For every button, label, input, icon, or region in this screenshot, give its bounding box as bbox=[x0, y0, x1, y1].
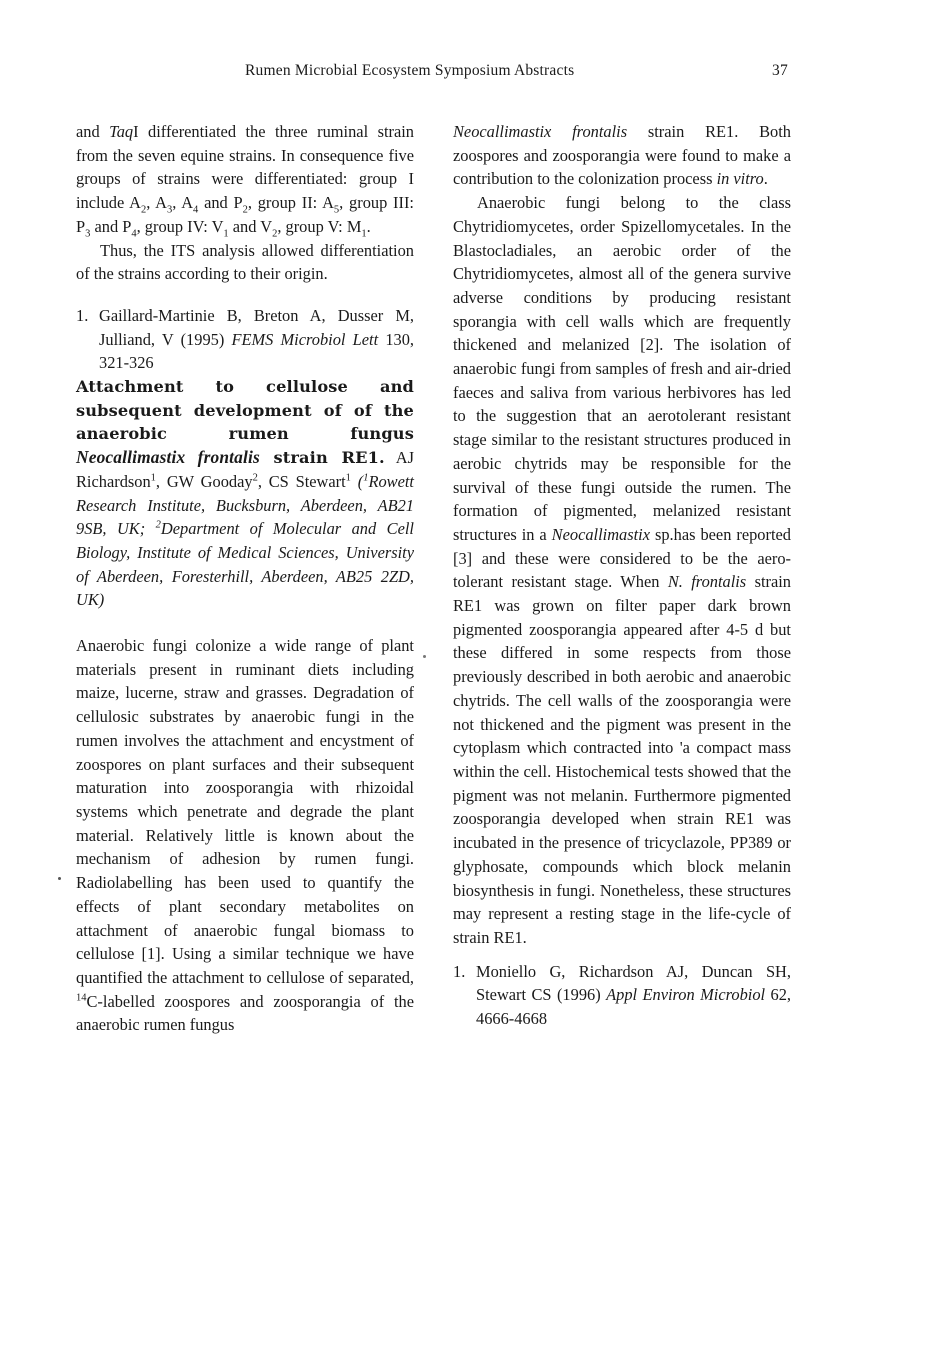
margin-mark bbox=[423, 655, 426, 658]
right-column bbox=[453, 120, 791, 1031]
body-paragraph: Anaerobic fungi belong to the class Chytridiomycetes, order Spizellomycetales. In the Blastocladiales, an aerobic order of the Chytridiomycetes, almost all of the genera survive adverse conditions by producing resistant sporangia with cell walls which are frequently thickened and melanized [2]. The isolation of anaerobic fungi from samples of fresh and air-dried faeces and saliva from various herbivores has led to the suggestion that an aerotolerant resistant stage similar to the resistant structures produced in aerobic chytrids may be responsible for the survival of these fungi outside the rumen. The formation of pigmented, melanized resistant structures in a Neocallimastix sp.has been reported [3] and these were considered to be the aero-tolerant resistant stage. When N. frontalis strain RE1 was grown on filter paper dark brown pigmented zoosporangia appeared after 4-5 d but these differed in some respects from those previously described in both aerobic and anaerobic chytrids. The cell walls of the zoosporangia were not thickened and the pigment was present in the cytoplasm which contracted into 'a compact mass within the cell. Histochemical tests showed that the pigment was not melanin. Furthermore pigmented zoosporangia developed when strain RE1 was incubated in the presence of tricyclazole, PP389 or glyphosate, compounds which block melanin biosynthesis in fungi. Nonetheless, these structures may represent a resting stage in the life-cycle of strain RE1. bbox=[453, 193, 791, 947]
reference-item: 1. Gaillard-Martinie B, Breton A, Dusser M, Julliand, V (1995) FEMS Microbiol Lett 130, 321-326 bbox=[76, 305, 414, 373]
running-header bbox=[0, 62, 930, 86]
abstract-body-paragraph: Anaerobic fungi colonize a wide range of plant materials present in ruminant diets including maize, lucerne, straw and grasses. Degradation of cellulosic substrates by anaerobic fungi in the rumen involves the attachment and encystment of zoospores on plant surfaces and their subsequent maturation into zoosporangia with rhizoidal systems which penetrate and degrade the plant material. Relatively little is known about the mechanism of adhesion by rumen fungi. Radiolabelling has been used to quantify the effects of plant secondary metabolites on attachment of anaerobic fungal biomass to cellulose [1]. Using a similar technique we have quantified the attachment to cellulose of separated, $^{14}$C-labelled zoospores and zoosporangia of the anaerobic rumen fungus bbox=[76, 636, 414, 1035]
continued-paragraph: Neocallimastix frontalis strain RE1. Both zoospores and zoosporangia were found to make a contribution to the colonization process in vitro. bbox=[453, 122, 791, 189]
running-title: Rumen Microbial Ecosystem Symposium Abstracts bbox=[245, 62, 575, 79]
continued-paragraph: and TaqI differentiated the three ruminal strain from the seven equine strains. In consequence five groups of strains were differentiated: group I include $A_2$, $A_3$, $A_4$ and $P_2$, group II: $A_5$, group III: $P_3$ and $P_4$, group IV: $V_1$ and $V_2$, group V: $M_1$. bbox=[76, 122, 415, 240]
abstract-affiliations: ($^1$Rowett Research Institute, Bucksburn, Aberdeen, AB21 9SB, UK; $^2$Department of Molecular and Cell Biology, Institute of Medical Sciences, University of Aberdeen, Foresterhill, Aberdeen, AB25 2ZD, UK) bbox=[76, 471, 414, 610]
reference-list bbox=[453, 960, 791, 1031]
abstract-title: Attachment to cellulose and subsequent development of of the anaerobic rumen fungus Neocallimastix frontalis strain RE1. bbox=[76, 377, 414, 468]
abstract-heading bbox=[76, 375, 414, 612]
conclusion-paragraph: Thus, the ITS analysis allowed differentiation of the strains according to their origin. bbox=[76, 240, 414, 284]
reference-item: 1. Moniello G, Richardson AJ, Duncan SH, Stewart CS (1996) Appl Environ Microbiol 62, 4666-4668 bbox=[453, 961, 791, 1029]
left-column bbox=[76, 120, 414, 1037]
margin-mark bbox=[58, 877, 61, 880]
page-number: 37 bbox=[772, 62, 788, 79]
reference-list bbox=[76, 304, 414, 375]
abstract-authors: AJ Richardson$^1$, GW Gooday$^2$, CS Stewart$^1$ bbox=[76, 448, 414, 491]
